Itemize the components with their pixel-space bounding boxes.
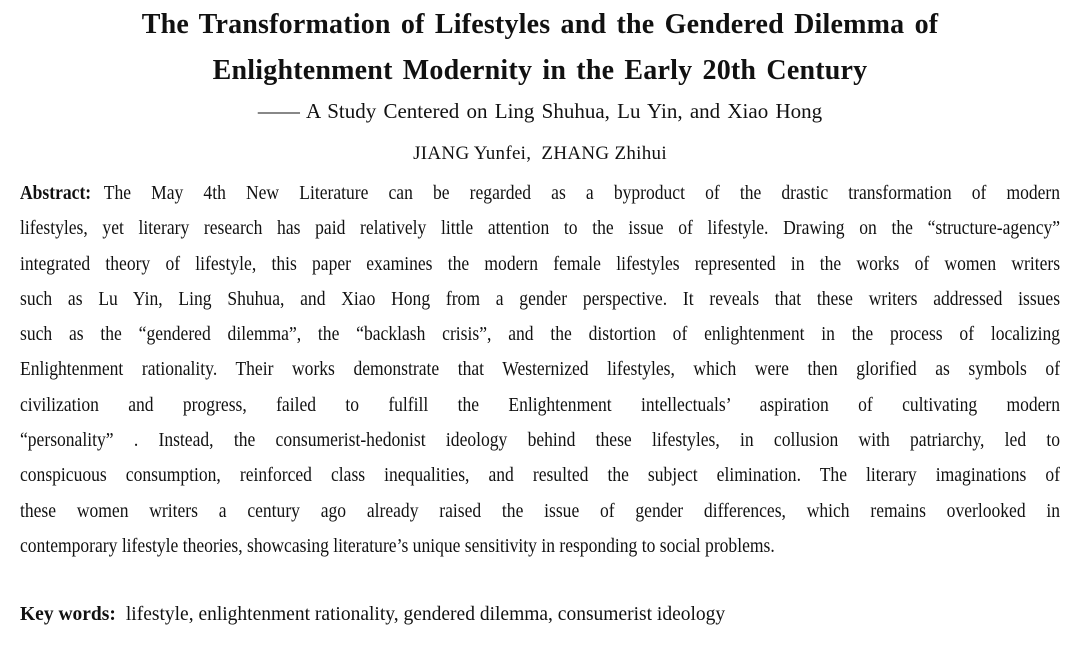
keywords-section [20,597,1060,632]
paper-subtitle: —— A Study Centered on Ling Shuhua, Lu Yin, and Xiao Hong [257,99,823,123]
keywords-label: Key words: [20,604,116,626]
abstract-first-line [20,176,1060,211]
abstract-text-line: integrated theory of lifestyle, this paper examines the modern female lifestyles represented in the works of women writers [20,253,1061,275]
authors-line: JIANG Yunfei, ZHANG Zhihui [413,143,667,164]
abstract-text-line: such as the “gendered dilemma”, the “backlash crisis”, and the distortion of enlightenment in the process of localizing [20,324,1061,346]
abstract-text-line: these women writers a century ago already raised the issue of gender differences, which remains overlooked in [20,500,1061,522]
abstract-text-line: “personality” . Instead, the consumerist-hedonist ideology behind these lifestyles, in collusion with patriarchy, led to [20,430,1061,452]
abstract-text-line: lifestyles, yet literary research has paid relatively little attention to the issue of lifestyle. Drawing on the “structure-agency” [20,218,1061,240]
keywords-text: lifestyle, enlightenment rationality, gendered dilemma, consumerist ideology [125,604,726,626]
abstract-text-line: such as Lu Yin, Ling Shuhua, and Xiao Hong from a gender perspective. It reveals that these writers addressed issues [20,288,1061,310]
abstract-text-line: conspicuous consumption, reinforced class inequalities, and resulted the subject elimination. The literary imaginations of [20,465,1061,487]
paper-title-line1: The Transformation of Lifestyles and the Gendered Dilemma of [141,9,939,40]
abstract-text-line: civilization and progress, failed to fulfill the Enlightenment intellectuals’ aspiration of cultivating modern [20,394,1061,416]
paper-title-line2: Enlightenment Modernity in the Early 20th Century [212,55,868,86]
abstract-last-line: contemporary lifestyle theories, showcasing literature’s unique sensitivity in responding to social problems. [20,535,775,557]
abstract-first-line-text: The May 4th New Literature can be regarded as a byproduct of the drastic transformation of modern [103,183,1061,204]
abstract-middle-lines [20,211,1060,529]
abstract-text-line: Enlightenment rationality. Their works demonstrate that Westernized lifestyles, which were then glorified as symbols of [20,359,1061,381]
abstract-section [20,176,1060,564]
abstract-label: Abstract: [20,183,92,204]
paper-title [20,2,1060,94]
